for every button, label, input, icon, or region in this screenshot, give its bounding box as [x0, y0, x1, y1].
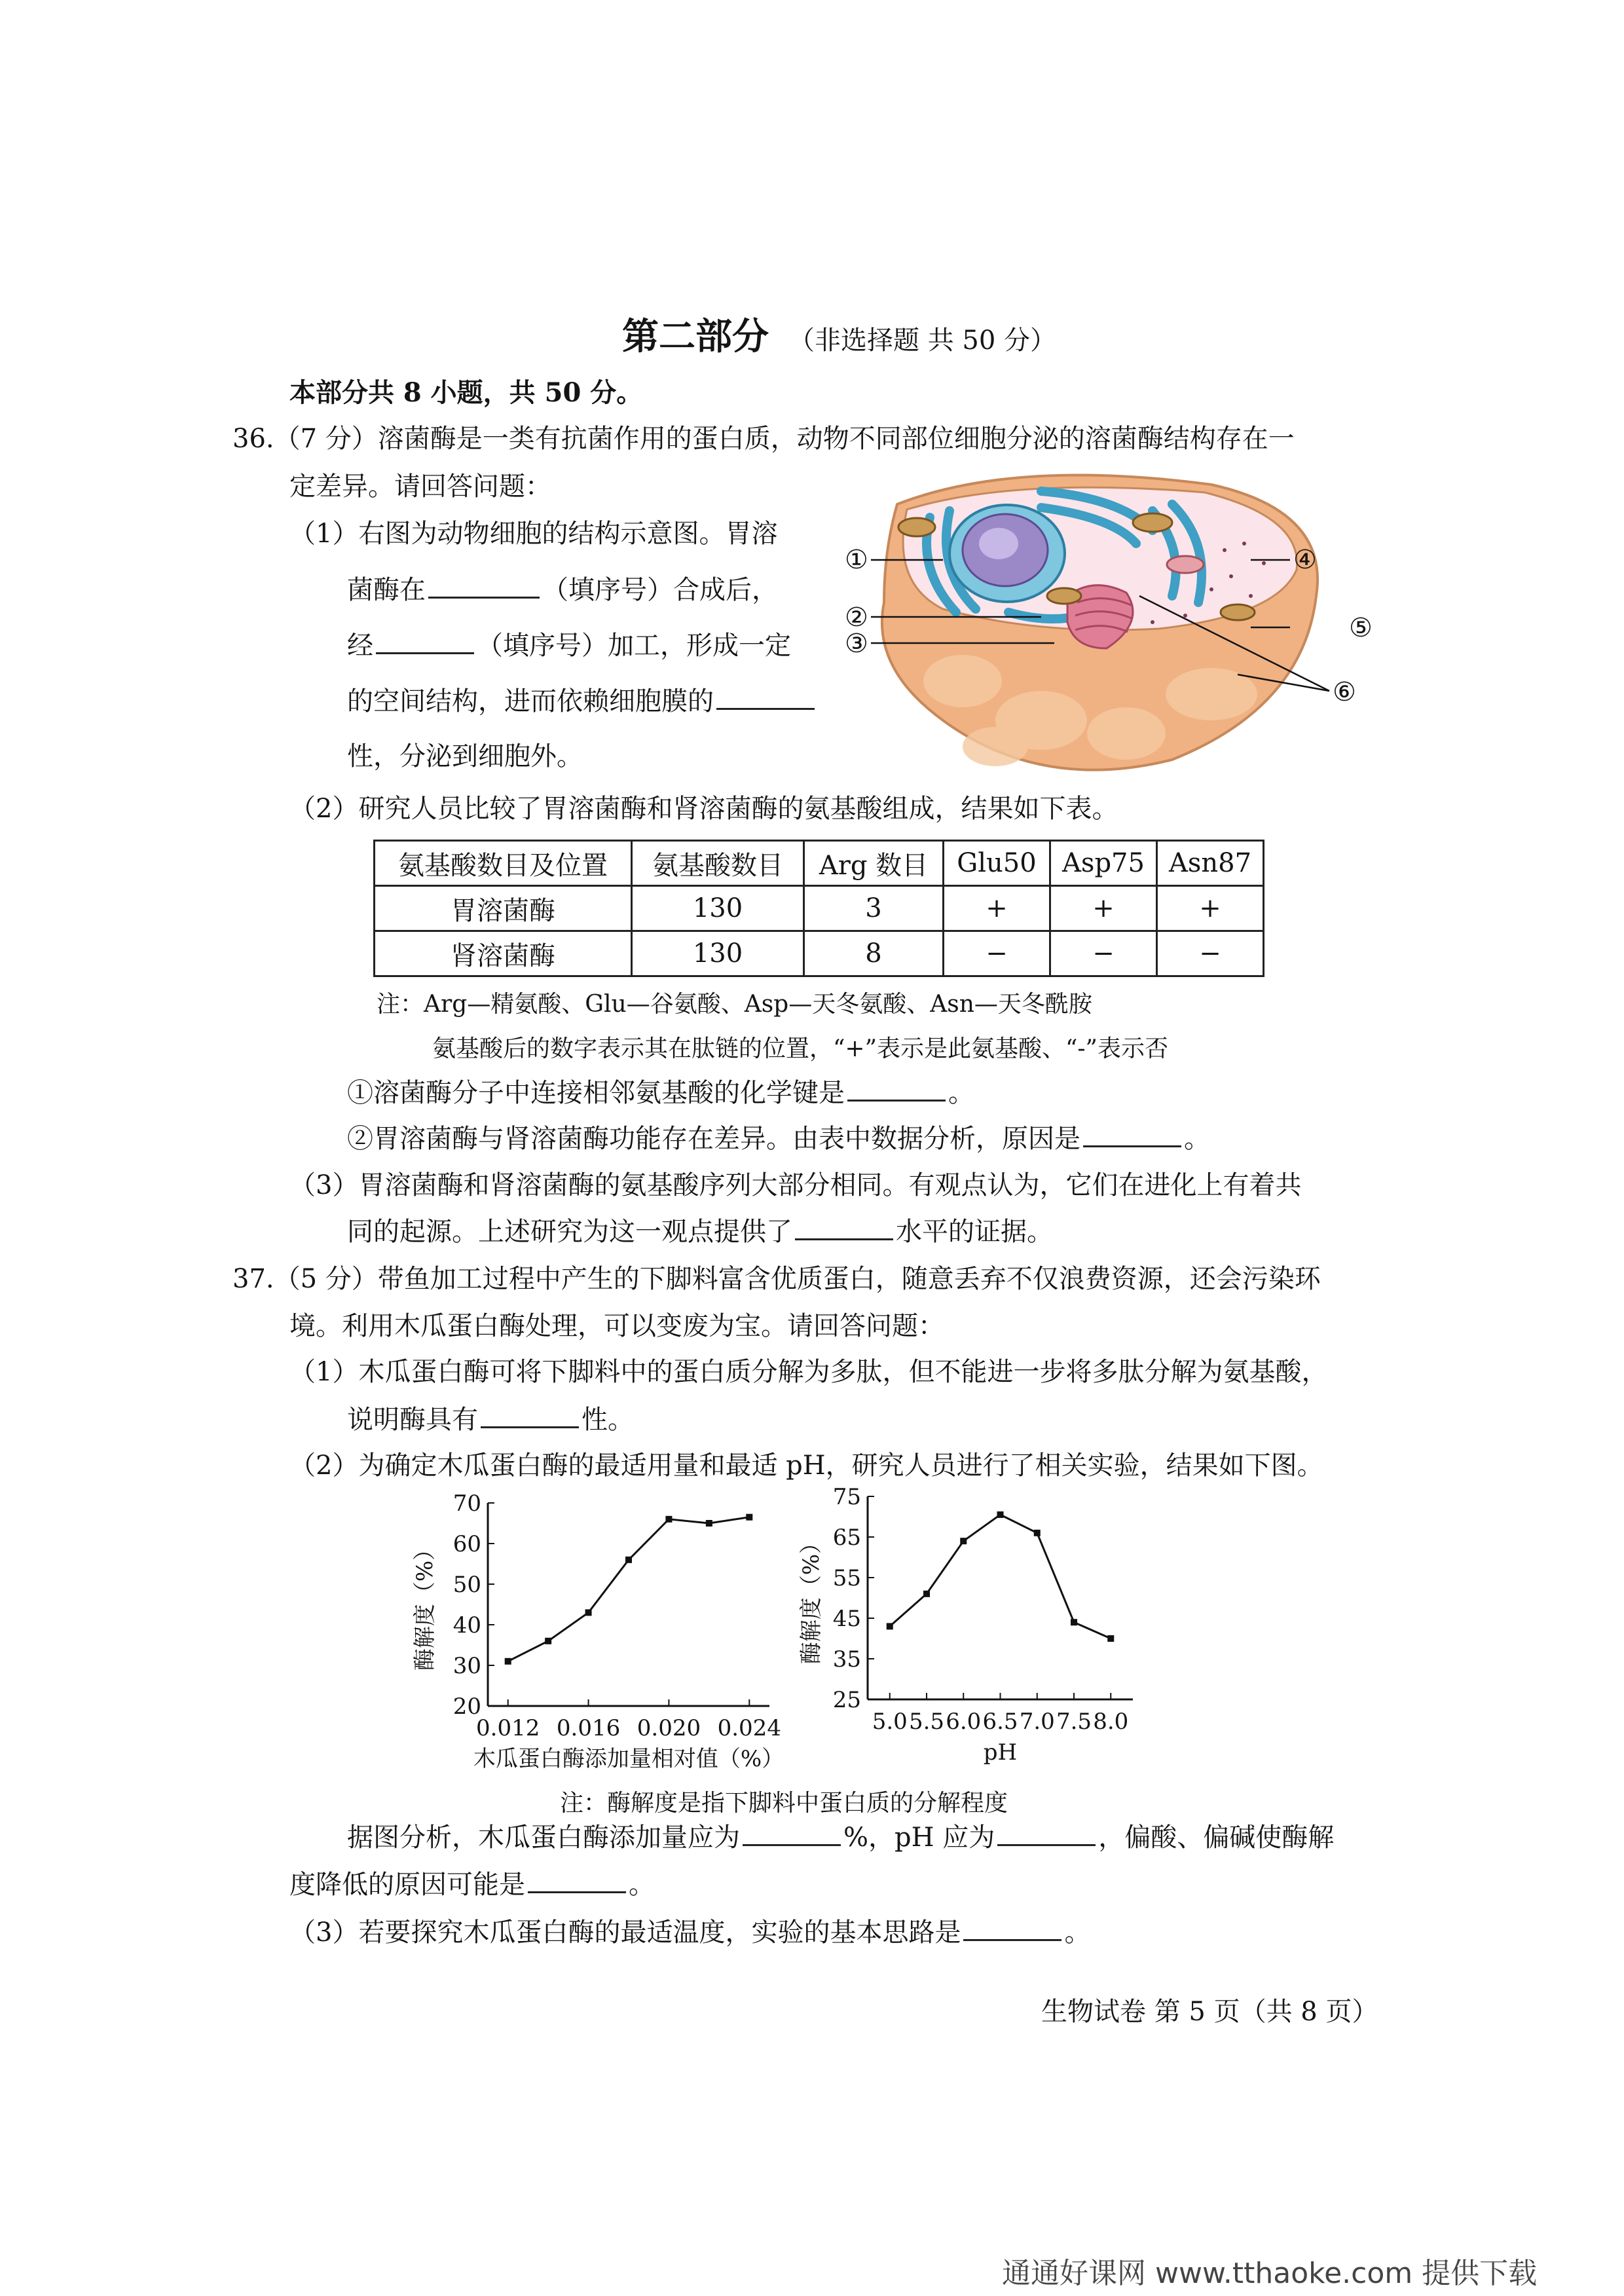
q37-p1-line1: （1）木瓜蛋白酶可将下脚料中的蛋白质分解为多肽，但不能进一步将多肽分解为氨基酸，: [289, 1357, 1328, 1387]
answer-blank-9: [997, 1821, 1096, 1846]
answer-blank-8: [743, 1821, 841, 1846]
x-tick-label: 5.5: [908, 1709, 945, 1735]
table-cell: 胃溶菌酶: [375, 886, 632, 931]
ph-chart: [792, 1480, 1166, 1768]
table-note-1: 注：Arg—精氨酸、Glu—谷氨酸、Asp—天冬氨酸、Asn—天冬酰胺: [377, 991, 1092, 1018]
data-point: [706, 1520, 712, 1527]
cell-label-5: ⑤: [1349, 613, 1373, 643]
cell-label-6: ⑥: [1333, 677, 1356, 707]
table-cell: 130: [632, 931, 804, 976]
section-title-main: 第二部分: [622, 315, 769, 358]
q36-p2-text: 。: [1184, 1124, 1210, 1154]
x-tick-label: 0.016: [556, 1715, 621, 1741]
x-tick-label: 0.012: [476, 1715, 540, 1741]
q36-p1-line1: （1）右图为动物细胞的结构示意图。胃溶: [289, 519, 778, 549]
data-point: [960, 1538, 967, 1544]
page-footer: 生物试卷 第 5 页（共 8 页）: [1041, 1997, 1378, 2027]
q36-p2-text: ①溶菌酶分子中连接相邻氨基酸的化学键是: [347, 1078, 845, 1108]
q36-stem-line1: 36.（7 分）溶菌酶是一类有抗菌作用的蛋白质，动物不同部位细胞分泌的溶菌酶结构存在一: [232, 424, 1295, 454]
q36-p1-text: 菌酶在: [347, 575, 426, 605]
answer-blank-6: [795, 1215, 893, 1240]
q37-stem-line2: 境。利用木瓜蛋白酶处理，可以变废为宝。请回答问题：: [289, 1311, 944, 1341]
q36-p3-line2: [347, 1215, 1053, 1248]
data-point: [625, 1557, 632, 1563]
section-intro: 本部分共 8 小题，共 50 分。: [289, 377, 643, 408]
x-tick-label: 6.0: [946, 1709, 982, 1735]
watermark-text: 通通好课网 www.tthaoke.com 提供下载: [1002, 2257, 1538, 2290]
x-tick-label: 0.020: [637, 1715, 701, 1741]
y-tick-label: 70: [452, 1491, 481, 1517]
table-cell: 肾溶菌酶: [375, 931, 632, 976]
section-title-sub: （非选择题 共 50 分）: [788, 325, 1057, 356]
q36-p3-text: 水平的证据。: [896, 1217, 1053, 1247]
q36-p1-text: 经: [347, 631, 373, 661]
q36-stem-line2: 定差异。请回答问题：: [289, 472, 551, 502]
q37-p3-line: [289, 1916, 1090, 1949]
table-header-cell: Asn87: [1157, 841, 1264, 886]
x-axis-label: pH: [983, 1739, 1018, 1766]
table-cell: −: [1050, 931, 1157, 976]
q37-p2-text: %，pH 应为: [843, 1823, 995, 1853]
data-point: [997, 1511, 1004, 1518]
x-tick-label: 8.0: [1093, 1709, 1129, 1735]
q36-p2-text: ②胃溶菌酶与肾溶菌酶功能存在差异。由表中数据分析，原因是: [347, 1124, 1080, 1154]
table-header-cell: Glu50: [944, 841, 1050, 886]
cell-label-3: ③: [845, 629, 868, 659]
chart-note: 注：酶解度是指下脚料中蛋白质的分解程度: [560, 1790, 1008, 1817]
answer-blank-10: [528, 1868, 626, 1893]
q37-p2-intro: （2）为确定木瓜蛋白酶的最适用量和最适 pH，研究人员进行了相关实验，结果如下图。: [289, 1451, 1323, 1481]
table-row: [375, 886, 1264, 931]
q37-p2-text: 度降低的原因可能是: [289, 1870, 525, 1900]
y-tick-label: 35: [832, 1646, 861, 1673]
x-tick-label: 6.5: [982, 1709, 1018, 1735]
table-cell: 130: [632, 886, 804, 931]
y-tick-label: 65: [832, 1525, 861, 1551]
y-tick-label: 30: [452, 1653, 481, 1679]
q37-p1-text: 性。: [581, 1405, 634, 1435]
q37-p2-text: ，偏酸、偏碱使酶解: [1098, 1823, 1335, 1853]
q37-p1-text: 说明酶具有: [347, 1405, 478, 1435]
q37-p3-text: （3）若要探究木瓜蛋白酶的最适温度，实验的基本思路是: [289, 1917, 961, 1948]
q36-p1-line5: 性，分泌到细胞外。: [347, 741, 583, 771]
data-point: [1034, 1530, 1041, 1536]
y-axis-label: 酶解度（%）: [798, 1531, 824, 1665]
q37-stem-line1: 37.（5 分）带鱼加工过程中产生的下脚料富含优质蛋白，随意丢弃不仅浪费资源，还会污染环: [232, 1264, 1321, 1294]
x-axis-label: 木瓜蛋白酶添加量相对值（%）: [473, 1746, 784, 1772]
q36-p1-line4: [347, 684, 817, 718]
y-tick-label: 75: [832, 1484, 861, 1510]
table-row: [375, 931, 1264, 976]
data-point: [505, 1658, 511, 1665]
x-tick-label: 7.0: [1019, 1709, 1055, 1735]
x-tick-label: 0.024: [717, 1715, 781, 1741]
q36-p2-intro: （2）研究人员比较了胃溶菌酶和肾溶菌酶的氨基酸组成，结果如下表。: [289, 794, 1118, 824]
table-cell: 3: [804, 886, 944, 931]
section-title: [622, 308, 1056, 360]
cell-label-1: ①: [845, 545, 868, 575]
q37-p2-text: 。: [629, 1870, 655, 1900]
y-tick-label: 50: [452, 1572, 481, 1598]
dosage-chart: [406, 1487, 812, 1788]
answer-blank-7: [481, 1403, 579, 1428]
y-tick-label: 20: [452, 1694, 481, 1720]
table-header-cell: Arg 数目: [804, 841, 944, 886]
q36-p1-text: （填序号）合成后，: [542, 575, 778, 605]
data-point: [923, 1591, 930, 1597]
y-tick-label: 60: [452, 1531, 481, 1557]
cell-label-4: ④: [1293, 545, 1317, 575]
table-cell: +: [1157, 886, 1264, 931]
table-header-cell: Asp75: [1050, 841, 1157, 886]
table-header-row: [375, 841, 1264, 886]
data-point: [1071, 1619, 1077, 1625]
series-line: [890, 1515, 1111, 1639]
q36-p2-sub2: [347, 1122, 1210, 1155]
q37-p2-answer-line2: [289, 1868, 655, 1901]
x-tick-label: 5.0: [872, 1709, 908, 1735]
series-line: [508, 1517, 750, 1661]
q37-p3-text: 。: [1064, 1917, 1091, 1948]
y-tick-label: 45: [832, 1606, 861, 1632]
q36-p1-text: 的空间结构，进而依赖细胞膜的: [347, 686, 714, 716]
q36-p1-line3: [347, 629, 791, 662]
data-point: [1107, 1635, 1114, 1642]
answer-blank-3: [716, 684, 815, 710]
q36-p1-line2: [347, 573, 778, 606]
q37-p2-answer-line1: [347, 1821, 1334, 1854]
answer-blank-1: [428, 573, 540, 599]
data-point: [887, 1623, 893, 1629]
table-cell: 8: [804, 931, 944, 976]
y-tick-label: 55: [832, 1565, 861, 1591]
q36-p2-text: 。: [948, 1078, 974, 1108]
q36-p2-sub1: [347, 1076, 974, 1109]
table-cell: −: [1157, 931, 1264, 976]
amino-acid-table: [373, 840, 1264, 977]
data-point: [746, 1514, 752, 1521]
answer-blank-4: [847, 1076, 946, 1102]
cell-label-2: ②: [845, 602, 868, 633]
q36-p1-text: （填序号）加工，形成一定: [477, 631, 791, 661]
answer-blank-2: [376, 629, 474, 654]
table-note-2: 氨基酸后的数字表示其在肽链的位置，“+”表示是此氨基酸、“-”表示否: [432, 1035, 1168, 1062]
table-cell: +: [944, 886, 1050, 931]
table-cell: +: [1050, 886, 1157, 931]
q37-p2-text: 据图分析，木瓜蛋白酶添加量应为: [347, 1823, 740, 1853]
q36-p3-text: 同的起源。上述研究为这一观点提供了: [347, 1217, 792, 1247]
q36-p3-line1: （3）胃溶菌酶和肾溶菌酶的氨基酸序列大部分相同。有观点认为，它们在进化上有着共: [289, 1170, 1302, 1200]
y-tick-label: 40: [452, 1612, 481, 1639]
animal-cell-diagram: [845, 472, 1401, 779]
data-point: [545, 1638, 551, 1644]
x-tick-label: 7.5: [1056, 1709, 1092, 1735]
q37-p1-line2: [347, 1403, 634, 1436]
data-point: [585, 1609, 592, 1616]
y-tick-label: 25: [832, 1687, 861, 1713]
table-header-cell: 氨基酸数目及位置: [375, 841, 632, 886]
table-header-cell: 氨基酸数目: [632, 841, 804, 886]
table-cell: −: [944, 931, 1050, 976]
y-axis-label: 酶解度（%）: [412, 1538, 438, 1671]
answer-blank-5: [1083, 1122, 1181, 1147]
answer-blank-11: [963, 1916, 1061, 1941]
data-point: [665, 1516, 672, 1523]
